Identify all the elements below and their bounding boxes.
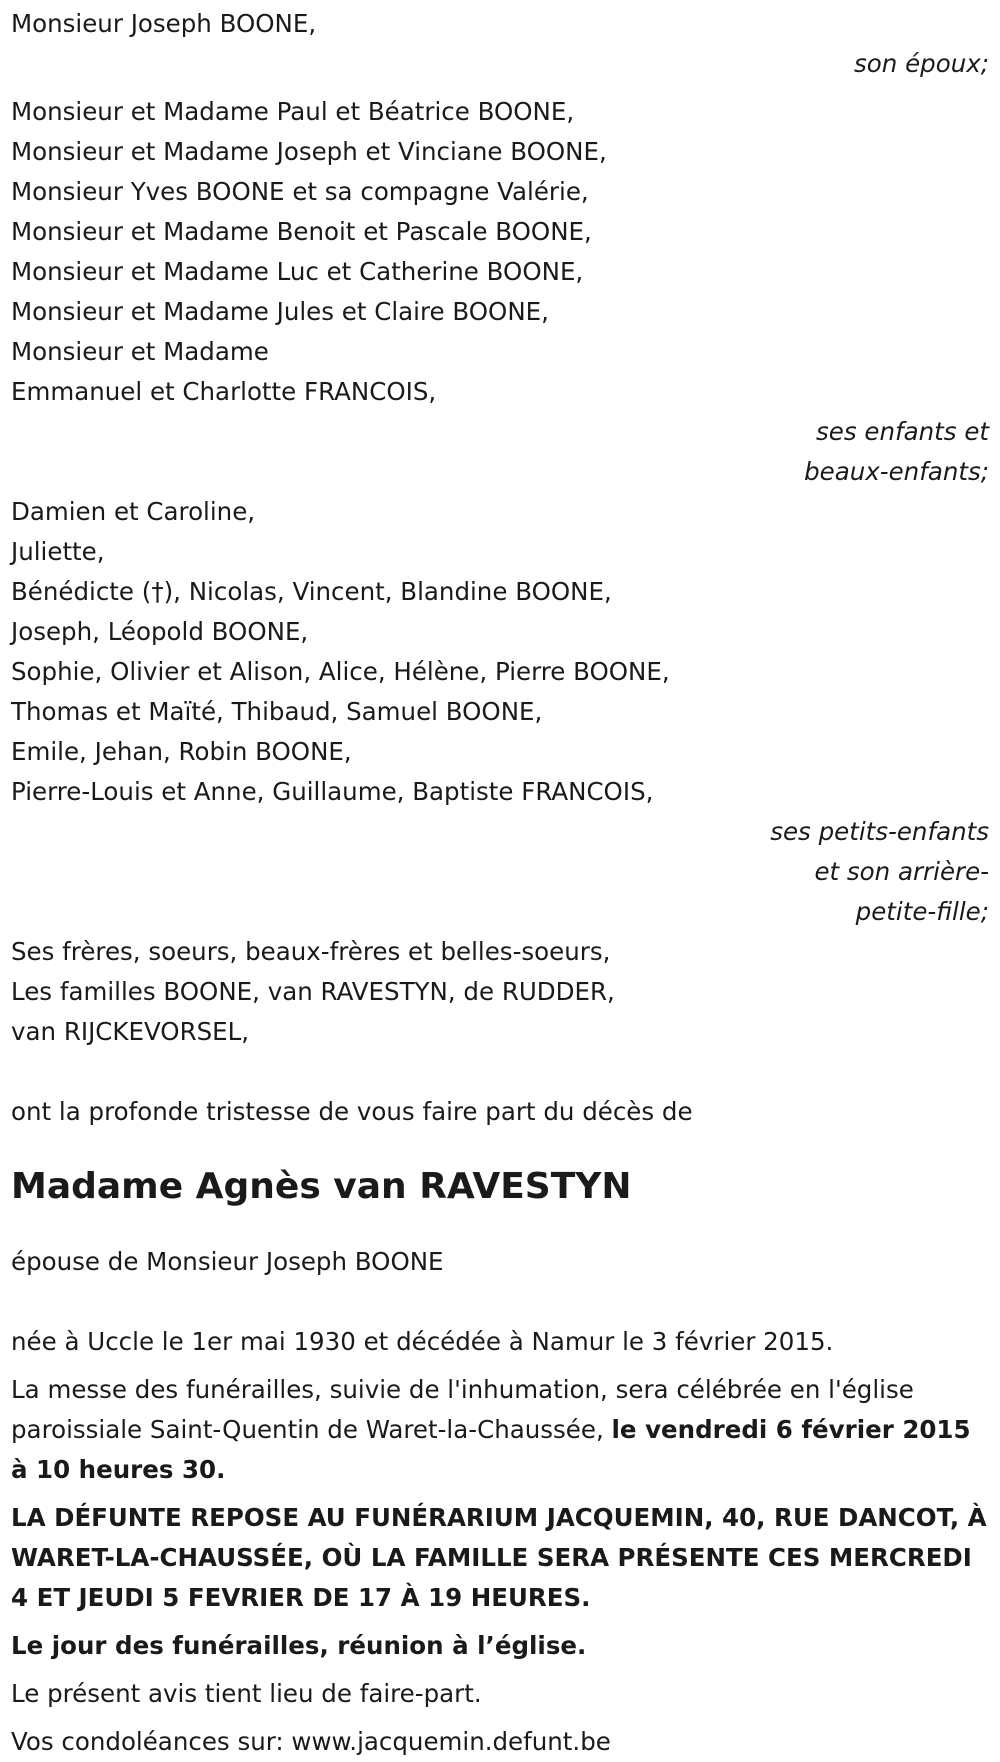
grandchild-line: Joseph, Léopold BOONE,	[11, 617, 309, 646]
condolences-link[interactable]: Vos condoléances sur: www.jacquemin.defunt.be	[11, 1727, 611, 1756]
child-line: Monsieur et Madame	[11, 337, 269, 366]
spouse-relation: son époux;	[854, 49, 989, 78]
family-list	[11, 932, 989, 1052]
grandchildren-list	[11, 492, 989, 812]
grandchild-line: Sophie, Olivier et Alison, Alice, Hélène, Pierre BOONE,	[11, 657, 670, 686]
children-relation: ses enfants et	[816, 417, 989, 446]
birth-death: née à Uccle le 1er mai 1930 et décédée à Namur le 3 février 2015.	[11, 1327, 834, 1356]
funeral-mass	[11, 1370, 989, 1490]
deceased-name: Madame Agnès van RAVESTYN	[11, 1166, 632, 1207]
funeral-mass-date: le vendredi 6 février 2015 à 10 heures 30.	[11, 1415, 971, 1484]
grandchildren-relation: et son arrière-	[814, 857, 989, 886]
child-line: Monsieur et Madame Joseph et Vinciane BOONE,	[11, 137, 607, 166]
meeting-info: Le jour des funérailles, réunion à l’église.	[11, 1631, 587, 1660]
deceased-spouse: épouse de Monsieur Joseph BOONE	[11, 1247, 444, 1276]
child-line: Monsieur et Madame Jules et Claire BOONE,	[11, 297, 549, 326]
grandchildren-relation: ses petits-enfants	[770, 817, 989, 846]
child-line: Monsieur et Madame Luc et Catherine BOONE,	[11, 257, 584, 286]
family-line: Les familles BOONE, van RAVESTYN, de RUDDER,	[11, 977, 615, 1006]
grandchildren-relation: petite-fille;	[855, 897, 989, 926]
grandchild-line: Juliette,	[11, 537, 105, 566]
family-line: van RIJCKEVORSEL,	[11, 1017, 250, 1046]
spouse-name: Monsieur Joseph BOONE,	[11, 9, 317, 38]
children-relation: beaux-enfants;	[804, 457, 989, 486]
grandchild-line: Emile, Jehan, Robin BOONE,	[11, 737, 352, 766]
child-line: Monsieur et Madame Paul et Béatrice BOONE,	[11, 97, 575, 126]
repose-info: LA DÉFUNTE REPOSE AU FUNÉRARIUM JACQUEMIN, 40, RUE DANCOT, À WARET-LA-CHAUSSÉE, OÙ LA FAMILLE SERA PRÉSENTE CES MERCREDI 4 ET JEUDI 5 FEVRIER DE 17 À 19 HEURES.	[11, 1503, 987, 1612]
family-line: Ses frères, soeurs, beaux-frères et belles-soeurs,	[11, 937, 611, 966]
announcement: ont la profonde tristesse de vous faire part du décès de	[11, 1097, 693, 1126]
child-line: Emmanuel et Charlotte FRANCOIS,	[11, 377, 437, 406]
child-line: Monsieur Yves BOONE et sa compagne Valérie,	[11, 177, 589, 206]
grandchild-line: Bénédicte (†), Nicolas, Vincent, Blandine BOONE,	[11, 577, 612, 606]
children-list	[11, 92, 989, 412]
child-line: Monsieur et Madame Benoit et Pascale BOONE,	[11, 217, 592, 246]
funeral-mass-text: La messe des funérailles, suivie de l'inhumation, sera célébrée en l'église paroissiale Saint-Quentin de Waret-la-Chaussée,	[11, 1375, 914, 1444]
grandchild-line: Thomas et Maïté, Thibaud, Samuel BOONE,	[11, 697, 543, 726]
grandchild-line: Pierre-Louis et Anne, Guillaume, Baptiste FRANCOIS,	[11, 777, 654, 806]
notice-text: Le présent avis tient lieu de faire-part.	[11, 1679, 482, 1708]
grandchild-line: Damien et Caroline,	[11, 497, 256, 526]
